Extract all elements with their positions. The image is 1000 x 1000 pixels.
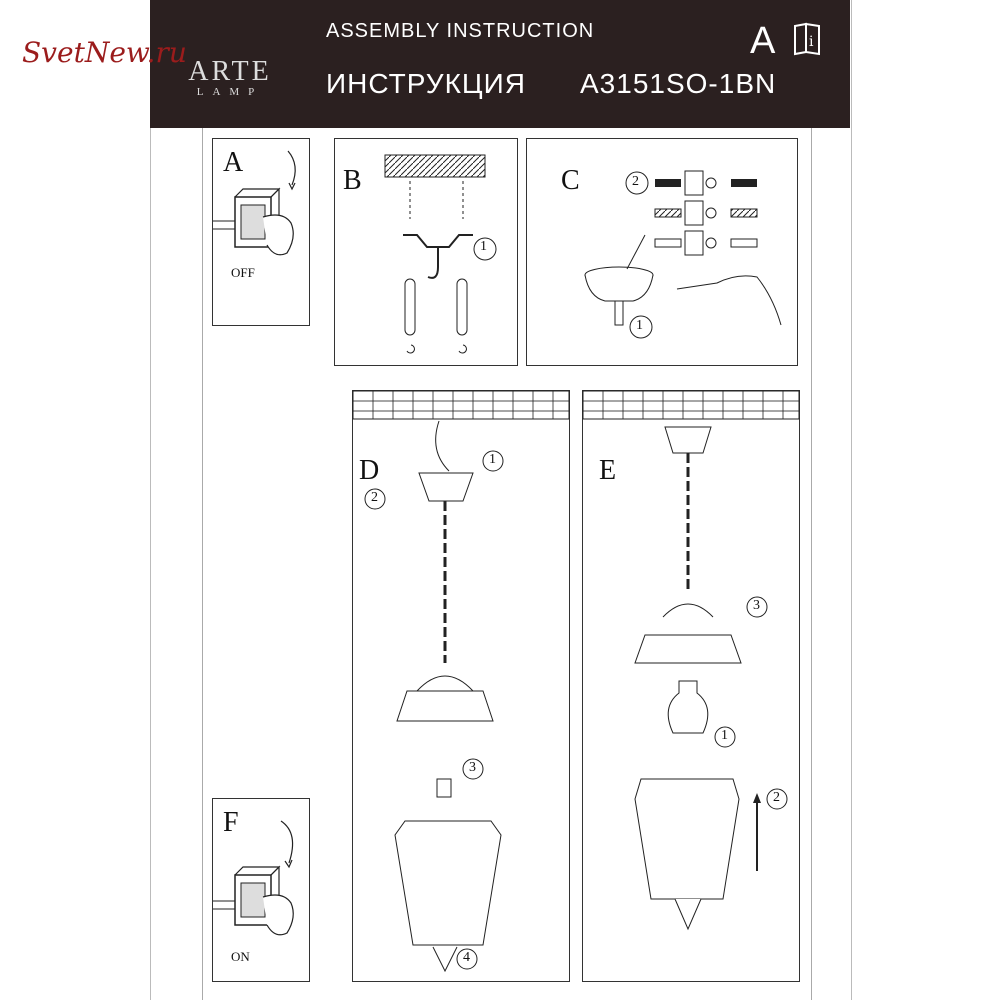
brand-logo	[180, 58, 280, 98]
lantern-bulb-assembly	[583, 391, 799, 981]
brand-sub: LAMP	[196, 86, 264, 98]
mounting-bracket-illustration	[335, 139, 517, 365]
title-english: ASSEMBLY INSTRUCTION	[326, 20, 595, 42]
panel-e	[582, 390, 800, 982]
panel-a-label: A	[223, 147, 244, 178]
site-watermark-logo: SvetNew.ru	[22, 36, 187, 69]
panel-d-step-2: 2	[371, 490, 378, 505]
switch-off-illustration	[213, 139, 309, 325]
panel-b	[334, 138, 518, 366]
switch-on-illustration	[213, 799, 309, 981]
panel-c-label: C	[561, 165, 580, 196]
panel-f-label: F	[223, 807, 239, 838]
panel-d	[352, 390, 570, 982]
info-book-icon	[792, 22, 822, 56]
panel-f	[212, 798, 310, 982]
panel-a	[212, 138, 310, 326]
panel-d-step-3: 3	[469, 760, 476, 775]
wiring-illustration	[527, 139, 797, 365]
panel-a-caption: OFF	[231, 265, 255, 280]
panel-e-step-1: 3	[753, 598, 760, 613]
panel-c-step-2: 1	[636, 318, 643, 333]
panel-d-step-4: 4	[463, 950, 470, 965]
panel-e-step-3: 2	[773, 790, 780, 805]
panel-d-step-1: 1	[489, 452, 496, 467]
panel-f-caption: ON	[231, 949, 250, 964]
hanging-lantern-assembly	[353, 391, 569, 981]
language-letter: A	[750, 20, 776, 62]
brand-name: ARTE	[188, 56, 272, 87]
title-russian: ИНСТРУКЦИЯ	[326, 68, 526, 99]
panel-e-label: E	[599, 455, 617, 486]
panel-b-step: 1	[480, 239, 487, 254]
panel-b-label: B	[343, 165, 362, 196]
svg-text:i: i	[809, 34, 814, 50]
panel-d-label: D	[359, 455, 380, 486]
panel-c	[526, 138, 798, 366]
panel-e-step-2: 1	[721, 728, 728, 743]
model-number: A3151SO-1BN	[580, 68, 777, 99]
panel-c-step-1: 2	[632, 174, 639, 189]
